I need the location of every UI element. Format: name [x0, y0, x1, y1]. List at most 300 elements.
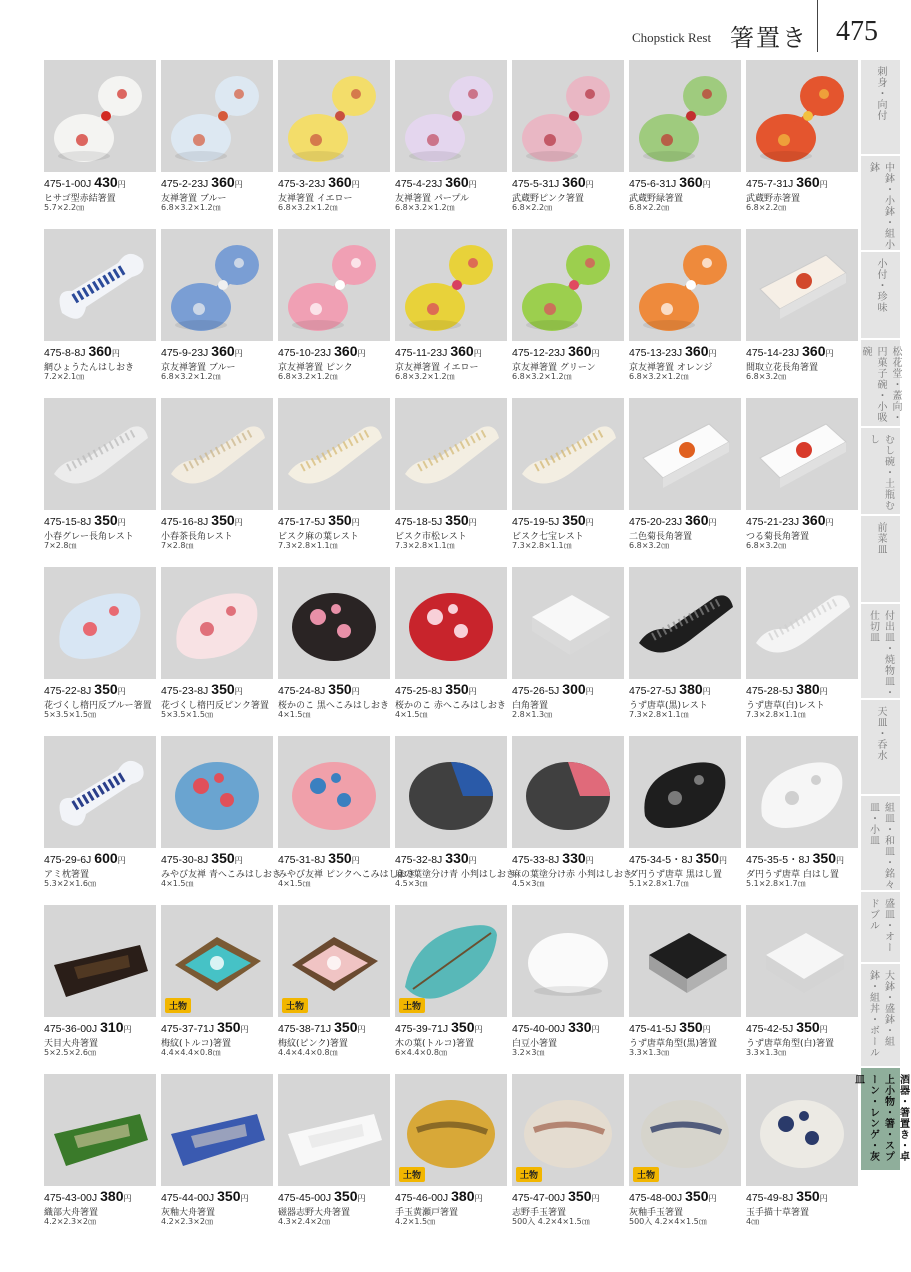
product-code: 475-8-8J [44, 347, 86, 359]
sidebar-tab[interactable] [861, 964, 900, 1068]
code-price-line [629, 174, 747, 190]
yen-unit: 円 [708, 1194, 717, 1203]
yen-unit: 円 [351, 180, 360, 189]
product-photo [395, 736, 507, 848]
product-size: 500入 4.2×4×1.5㎝ [629, 1217, 707, 1226]
product-code: 475-16-8J [161, 516, 209, 528]
product-price: 350 [94, 681, 118, 697]
code-price-line [395, 1188, 513, 1204]
code-price-line [746, 1019, 864, 1035]
product-name: 麻の葉塗分け赤 小判はしおき [512, 870, 632, 880]
code-price-line [629, 512, 747, 528]
product-photo [161, 1074, 273, 1186]
product-photo [161, 229, 273, 341]
product-code: 475-31-8J [278, 854, 326, 866]
product-size: 7×2.8㎝ [44, 541, 77, 550]
earthenware-badge: 土物 [399, 998, 425, 1013]
product-size: 3.3×1.3㎝ [629, 1048, 670, 1057]
product-size: 5.1×2.8×1.7㎝ [746, 879, 806, 888]
code-price-line [161, 1188, 279, 1204]
product-name: 武蔵野赤箸置 [746, 194, 801, 204]
code-price-line [278, 343, 396, 359]
sidebar-tab-label: 盛皿・オードブル [867, 898, 894, 953]
code-price-line [44, 343, 162, 359]
product-size: 6.8×3.2×1.2㎝ [512, 372, 572, 381]
sidebar-tab-label: 付出皿・焼物皿・仕切皿 [867, 610, 894, 698]
product-price: 330 [445, 850, 469, 866]
yen-unit: 円 [819, 1025, 828, 1034]
product-price: 360 [211, 343, 235, 359]
product-price: 430 [94, 174, 118, 190]
product-photo [512, 398, 624, 510]
product-code: 475-2-23J [161, 178, 209, 190]
product-code: 475-10-23J [278, 347, 332, 359]
product-photo [746, 905, 858, 1017]
product-code: 475-41-5J [629, 1023, 677, 1035]
product-code: 475-44-00J [161, 1192, 215, 1204]
sidebar-tab[interactable] [861, 340, 900, 428]
product-price: 330 [568, 1019, 592, 1035]
product-code: 475-42-5J [746, 1023, 794, 1035]
product-price: 360 [802, 512, 826, 528]
product-code: 475-46-00J [395, 1192, 449, 1204]
product-name: 京友禅箸置 ブルー [161, 363, 236, 373]
product-photo [278, 736, 390, 848]
product-size: 5×3.5×1.5㎝ [161, 710, 213, 719]
product-name: うず唐草(黒)レスト [629, 701, 708, 711]
product-photo [395, 60, 507, 172]
code-price-line [278, 1188, 396, 1204]
product-code: 475-7-31J [746, 178, 794, 190]
sidebar-tab[interactable] [861, 252, 900, 340]
product-size: 4×1.5㎝ [161, 879, 194, 888]
sidebar-tab-label: 天皿・呑水 [875, 706, 886, 761]
product-size: 6.8×3.2×1.2㎝ [395, 203, 455, 212]
product-photo [746, 1074, 858, 1186]
product-name: 京友禅箸置 ピンク [278, 363, 353, 373]
product-name: 磁器志野大舟箸置 [278, 1208, 351, 1218]
code-price-line [161, 174, 279, 190]
yen-unit: 円 [708, 349, 717, 358]
earthenware-badge: 土物 [399, 1167, 425, 1182]
code-price-line [746, 681, 864, 697]
yen-unit: 円 [591, 349, 600, 358]
yen-unit: 円 [351, 518, 360, 527]
product-photo [395, 1074, 507, 1186]
product-name: 小春グレー長角レスト [44, 532, 134, 542]
yen-unit: 円 [474, 1025, 483, 1034]
product-size: 6.8×2.2㎝ [746, 203, 787, 212]
yen-unit: 円 [111, 349, 120, 358]
product-price: 350 [328, 850, 352, 866]
code-price-line [395, 343, 513, 359]
product-price: 350 [685, 1188, 709, 1204]
product-price: 350 [328, 681, 352, 697]
sidebar-tab[interactable] [861, 156, 900, 252]
product-code: 475-32-8J [395, 854, 443, 866]
product-code: 475-23-8J [161, 685, 209, 697]
product-size: 500入 4.2×4×1.5㎝ [512, 1217, 590, 1226]
sidebar-tab-label: 小付・珍味 [875, 258, 886, 313]
product-name: 桜かのこ 赤へこみはしおき [395, 701, 506, 711]
yen-unit: 円 [240, 1025, 249, 1034]
product-name: みやび友禅 青へこみはしおき [161, 870, 281, 880]
product-name: アミ枕箸置 [44, 870, 90, 880]
yen-unit: 円 [123, 1194, 132, 1203]
product-price: 380 [451, 1188, 475, 1204]
product-code: 475-24-8J [278, 685, 326, 697]
code-price-line [44, 850, 162, 866]
product-size: 7.3×2.8×1.1㎝ [512, 541, 572, 550]
code-price-line [746, 343, 864, 359]
product-price: 360 [328, 174, 352, 190]
product-code: 475-9-23J [161, 347, 209, 359]
code-price-line [512, 681, 630, 697]
product-code: 475-21-23J [746, 516, 800, 528]
product-price: 360 [450, 343, 474, 359]
code-price-line [44, 174, 162, 190]
product-price: 360 [802, 343, 826, 359]
japanese-title: 箸置き [730, 24, 808, 52]
sidebar-tab-label: 組皿・和皿・銘々皿・小皿 [867, 802, 894, 890]
product-photo [395, 567, 507, 679]
yen-unit: 円 [474, 1194, 483, 1203]
product-name: 玉手描十草箸置 [746, 1208, 810, 1218]
product-photo [395, 905, 507, 1017]
product-code: 475-14-23J [746, 347, 800, 359]
product-price: 350 [562, 512, 586, 528]
product-name: 灰釉手玉箸置 [629, 1208, 684, 1218]
yen-unit: 円 [819, 1194, 828, 1203]
code-price-line [512, 343, 630, 359]
code-price-line [161, 681, 279, 697]
product-photo [44, 398, 156, 510]
product-size: 6.8×3.2×1.2㎝ [278, 372, 338, 381]
product-price: 360 [796, 174, 820, 190]
product-code: 475-20-23J [629, 516, 683, 528]
sidebar-tab[interactable] [861, 796, 900, 892]
product-name: 梅紋(トルコ)箸置 [161, 1039, 232, 1049]
product-code: 475-33-8J [512, 854, 560, 866]
product-price: 350 [334, 1188, 358, 1204]
product-photo [278, 1074, 390, 1186]
yen-unit: 円 [585, 518, 594, 527]
yen-unit: 円 [718, 856, 727, 865]
product-code: 475-13-23J [629, 347, 683, 359]
product-name: 梅紋(ピンク)箸置 [278, 1039, 348, 1049]
product-photo [278, 60, 390, 172]
yen-unit: 円 [234, 349, 243, 358]
product-size: 5×2.5×2.6㎝ [44, 1048, 96, 1057]
product-name: 友禅箸置 イエロー [278, 194, 353, 204]
product-size: 4×1.5㎝ [278, 879, 311, 888]
product-price: 330 [562, 850, 586, 866]
sidebar-tab[interactable] [861, 60, 900, 156]
product-code: 475-43-00J [44, 1192, 98, 1204]
sidebar-tab[interactable] [861, 892, 900, 964]
product-price: 360 [334, 343, 358, 359]
product-photo [746, 736, 858, 848]
product-photo [512, 1074, 624, 1186]
product-code: 475-26-5J [512, 685, 560, 697]
product-price: 360 [685, 512, 709, 528]
product-photo [629, 736, 741, 848]
product-price: 360 [562, 174, 586, 190]
product-name: 武蔵野ピンク箸置 [512, 194, 584, 204]
page-header [0, 0, 900, 60]
yen-unit: 円 [117, 518, 126, 527]
product-size: 6.8×2.2㎝ [512, 203, 553, 212]
product-photo [161, 736, 273, 848]
product-name: つる菊長角箸置 [746, 532, 810, 542]
product-photo [746, 398, 858, 510]
product-price: 350 [217, 1019, 241, 1035]
code-price-line [629, 1188, 747, 1204]
sidebar-tab-label: 大鉢・盛鉢・組鉢・組丼・ボール [867, 970, 894, 1058]
product-size: 3.3×1.3㎝ [746, 1048, 787, 1057]
product-price: 350 [211, 850, 235, 866]
product-size: 4.2×2.3×2㎝ [44, 1217, 96, 1226]
product-price: 350 [94, 512, 118, 528]
product-photo [278, 567, 390, 679]
product-size: 6×4.4×0.8㎝ [395, 1048, 447, 1057]
yen-unit: 円 [357, 349, 366, 358]
product-size: 7.3×2.8×1.1㎝ [746, 710, 806, 719]
code-price-line [44, 512, 162, 528]
sidebar-tab[interactable] [861, 428, 900, 516]
code-price-line [44, 1188, 162, 1204]
yen-unit: 円 [585, 687, 594, 696]
product-size: 6.8×3.2×1.2㎝ [278, 203, 338, 212]
sidebar-tab[interactable] [852, 1068, 909, 1172]
product-name: ビスク市松レスト [395, 532, 467, 542]
product-name: うず唐草(白)レスト [746, 701, 825, 711]
product-code: 475-47-00J [512, 1192, 566, 1204]
code-price-line [395, 512, 513, 528]
sidebar-tab-label: 松花堂・蓋向・円菓子碗・小吸碗 [860, 346, 901, 423]
yen-unit: 円 [468, 180, 477, 189]
product-name: 桜かのこ 黒へこみはしおき [278, 701, 389, 711]
product-photo [278, 398, 390, 510]
product-photo [629, 567, 741, 679]
product-size: 4.2×2.3×2㎝ [161, 1217, 213, 1226]
product-photo [395, 229, 507, 341]
product-photo [161, 567, 273, 679]
product-size: 6.8×3.2㎝ [746, 372, 787, 381]
code-price-line [746, 174, 864, 190]
product-photo [44, 736, 156, 848]
product-photo [161, 905, 273, 1017]
product-price: 350 [334, 1019, 358, 1035]
sidebar-tab[interactable] [861, 604, 900, 700]
yen-unit: 円 [585, 180, 594, 189]
product-code: 475-18-5J [395, 516, 443, 528]
product-code: 475-40-00J [512, 1023, 566, 1035]
product-size: 4㎝ [746, 1217, 760, 1226]
product-size: 6.8×3.2×1.2㎝ [629, 372, 689, 381]
product-photo [746, 229, 858, 341]
product-name: うず唐草角型(黒)箸置 [629, 1039, 718, 1049]
code-price-line [746, 512, 864, 528]
product-price: 350 [568, 1188, 592, 1204]
header-divider [817, 0, 818, 52]
code-price-line [278, 174, 396, 190]
product-photo [629, 1074, 741, 1186]
earthenware-badge: 土物 [282, 998, 308, 1013]
product-name: ダ円うず唐草 白はし置 [746, 870, 839, 880]
product-photo [629, 229, 741, 341]
product-name: ビスク七宝レスト [512, 532, 584, 542]
product-size: 5×3.5×1.5㎝ [44, 710, 96, 719]
product-size: 4×1.5㎝ [395, 710, 428, 719]
code-price-line [629, 1019, 747, 1035]
product-photo [512, 736, 624, 848]
sidebar-tab-label: 刺身・向付 [875, 66, 886, 121]
product-photo [44, 567, 156, 679]
product-photo [44, 229, 156, 341]
product-name: ダ円うず唐草 黒はし置 [629, 870, 722, 880]
product-code: 475-11-23J [395, 347, 448, 359]
product-code: 475-19-5J [512, 516, 560, 528]
code-price-line [278, 512, 396, 528]
product-size: 4.2×1.5㎝ [395, 1217, 436, 1226]
english-title: Chopstick Rest [632, 30, 712, 45]
code-price-line [161, 850, 279, 866]
product-price: 350 [328, 512, 352, 528]
product-code: 475-27-5J [629, 685, 677, 697]
product-code: 475-35-5・8J [746, 854, 810, 866]
product-code: 475-25-8J [395, 685, 443, 697]
product-name: 二色菊長角箸置 [629, 532, 693, 542]
product-photo [629, 905, 741, 1017]
earthenware-badge: 土物 [165, 998, 191, 1013]
product-code: 475-1-00J [44, 178, 92, 190]
product-price: 350 [445, 512, 469, 528]
code-price-line [746, 850, 864, 867]
code-price-line [395, 1019, 513, 1035]
yen-unit: 円 [819, 687, 828, 696]
product-name: 京友禅箸置 オレンジ [629, 363, 713, 373]
product-photo [161, 60, 273, 172]
sidebar-tab-label: 前菜皿 [875, 522, 886, 555]
product-photo [44, 60, 156, 172]
product-size: 4.5×3㎝ [395, 879, 428, 888]
product-price: 380 [679, 681, 703, 697]
product-size: 6.8×2.2㎝ [629, 203, 670, 212]
product-name: 天目大舟箸置 [44, 1039, 99, 1049]
sidebar-tab[interactable] [861, 516, 900, 604]
product-size: 6.8×3.2㎝ [629, 541, 670, 550]
yen-unit: 円 [234, 180, 243, 189]
yen-unit: 円 [351, 687, 360, 696]
product-photo [278, 905, 390, 1017]
yen-unit: 円 [473, 349, 482, 358]
product-name: 灰釉大舟箸置 [161, 1208, 216, 1218]
yen-unit: 円 [117, 687, 126, 696]
sidebar-tab[interactable] [861, 700, 900, 796]
product-price: 350 [695, 850, 719, 866]
product-name: 花づくし楕円反ピンク箸置 [161, 701, 269, 711]
product-price: 380 [796, 681, 820, 697]
yen-unit: 円 [117, 856, 126, 865]
yen-unit: 円 [234, 518, 243, 527]
product-price: 350 [796, 1019, 820, 1035]
product-size: 7×2.8㎝ [161, 541, 194, 550]
product-photo [512, 567, 624, 679]
product-code: 475-5-31J [512, 178, 560, 190]
product-size: 6.8×3.2×1.2㎝ [161, 203, 221, 212]
code-price-line [512, 1188, 630, 1204]
product-code: 475-29-6J [44, 854, 92, 866]
product-name: 網ひょうたんはしおき [44, 363, 135, 373]
product-size: 4×1.5㎝ [278, 710, 311, 719]
code-price-line [629, 681, 747, 697]
code-price-line [395, 850, 513, 866]
product-price: 360 [88, 343, 112, 359]
code-price-line [44, 681, 162, 697]
product-price: 380 [100, 1188, 124, 1204]
code-price-line [512, 850, 630, 866]
product-size: 5.7×2.2㎝ [44, 203, 85, 212]
product-price: 360 [445, 174, 469, 190]
yen-unit: 円 [585, 856, 594, 865]
product-code: 475-49-8J [746, 1192, 794, 1204]
product-photo [161, 398, 273, 510]
yen-unit: 円 [357, 1025, 366, 1034]
product-price: 350 [217, 1188, 241, 1204]
product-photo [629, 60, 741, 172]
product-photo [44, 1074, 156, 1186]
code-price-line [395, 174, 513, 190]
earthenware-badge: 土物 [633, 1167, 659, 1182]
product-size: 4.5×3㎝ [512, 879, 545, 888]
product-code: 475-38-71J [278, 1023, 332, 1035]
product-size: 5.3×2×1.6㎝ [44, 879, 96, 888]
yen-unit: 円 [468, 856, 477, 865]
yen-unit: 円 [234, 856, 243, 865]
product-name: 織部大舟箸置 [44, 1208, 99, 1218]
product-code: 475-39-71J [395, 1023, 449, 1035]
sidebar-tab-label: 酒器・箸置き・卓上小物・箸・スプーン・レンゲ・灰皿 [852, 1074, 909, 1162]
code-price-line [161, 512, 279, 528]
product-code: 475-36-00J [44, 1023, 98, 1035]
product-code: 475-17-5J [278, 516, 326, 528]
product-name: 京友禅箸置 グリーン [512, 363, 596, 373]
product-photo [512, 229, 624, 341]
product-name: 友禅箸置 ブルー [161, 194, 227, 204]
sidebar-tab-label: むし碗・土瓶むし [867, 434, 894, 511]
product-size: 4.4×4.4×0.8㎝ [278, 1048, 338, 1057]
code-price-line [161, 343, 279, 359]
code-price-line [44, 1019, 162, 1035]
product-code: 475-28-5J [746, 685, 794, 697]
product-code: 475-6-31J [629, 178, 677, 190]
product-size: 4.4×4.4×0.8㎝ [161, 1048, 221, 1057]
earthenware-badge: 土物 [516, 1167, 542, 1182]
code-price-line [512, 1019, 630, 1035]
product-photo [395, 398, 507, 510]
product-size: 3.2×3㎝ [512, 1048, 545, 1057]
code-price-line [395, 681, 513, 697]
product-name: 木の葉(トルコ)箸置 [395, 1039, 475, 1049]
product-price: 360 [685, 343, 709, 359]
product-name: 白豆小箸置 [512, 1039, 558, 1049]
product-photo [278, 229, 390, 341]
product-name: 間取立花長角箸置 [746, 363, 819, 373]
product-name: 花づくし楕円反ブルー箸置 [44, 701, 152, 711]
product-name: うず唐草角型(白)箸置 [746, 1039, 835, 1049]
product-name: 小春茶長角レスト [161, 532, 233, 542]
